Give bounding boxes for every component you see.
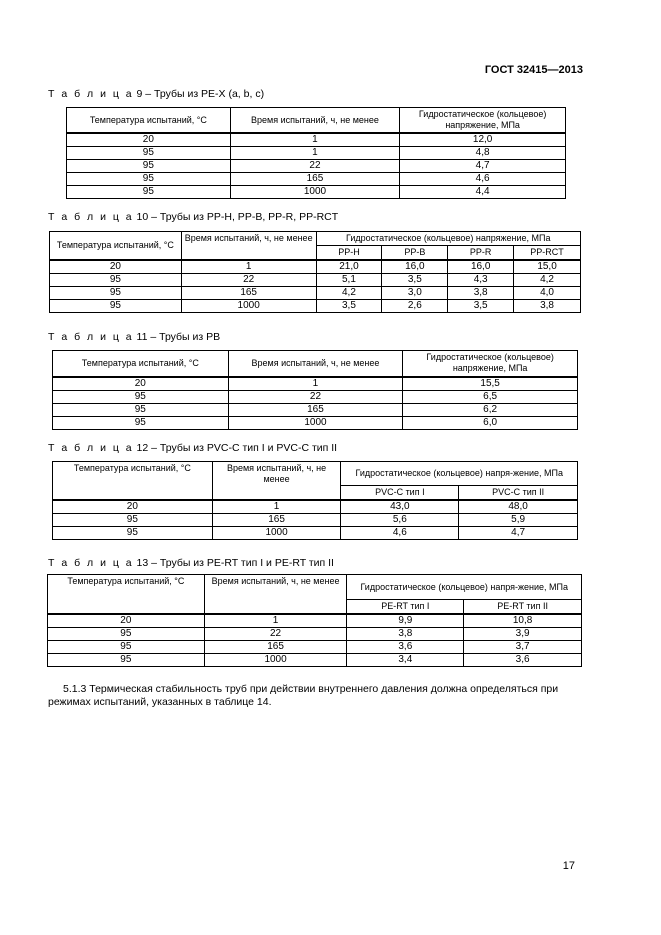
table-cell: 3,5 [382, 274, 448, 287]
table12-subheader-type2: PVC-C тип II [459, 486, 578, 501]
table9-caption-text: 9 – Трубы из PE-X (a, b, c) [136, 88, 265, 100]
table-cell: 20 [53, 377, 229, 391]
table-row [67, 173, 566, 186]
table11-caption [48, 331, 220, 343]
table11-caption-label: Т а б л и ц а [48, 331, 134, 343]
table-row [67, 133, 566, 147]
table-cell: 5,6 [341, 514, 459, 527]
table13-caption [48, 557, 334, 569]
table-cell: 6,0 [403, 416, 578, 429]
table13-caption-text: 13 – Трубы из PE-RT тип I и PE-RT тип II [136, 557, 334, 569]
table9-caption-label: Т а б л и ц а [48, 88, 134, 100]
table-row [67, 160, 566, 173]
table-cell: 16,0 [448, 260, 514, 274]
table-cell: 21,0 [316, 260, 382, 274]
table-cell: 95 [50, 287, 182, 300]
table-cell: 2,6 [382, 300, 448, 313]
table-cell: 95 [48, 654, 205, 667]
table12-header-temp: Температура испытаний, °С [53, 462, 213, 501]
table12-subheader-type1: PVC-C тип I [341, 486, 459, 501]
table-cell: 4,8 [400, 147, 566, 160]
table10-header-stress: Гидростатическое (кольцевое) напряжение, МПа [316, 232, 580, 246]
table-cell: 4,6 [341, 527, 459, 540]
table-row [53, 377, 578, 391]
table-cell: 95 [53, 403, 229, 416]
table9-header-stress: Гидростатическое (кольцевое) напряжение, МПа [400, 108, 566, 134]
body-paragraph: 5.1.3 Термическая стабильность труб при действии внутреннего давления должна определяться при режимах испытаний, указанных в таблице 14. [48, 683, 559, 708]
table-cell: 6,2 [403, 403, 578, 416]
table-cell: 95 [53, 527, 213, 540]
table-cell: 1 [204, 614, 347, 628]
table-cell: 48,0 [459, 500, 578, 514]
table-cell: 5,1 [316, 274, 382, 287]
table-cell: 1000 [230, 186, 400, 199]
table10-subheader-ppb: PP-B [382, 246, 448, 261]
table-cell: 3,8 [448, 287, 514, 300]
table13-header-temp: Температура испытаний, °С [48, 575, 205, 615]
table-cell: 3,4 [347, 654, 464, 667]
table12-caption [48, 442, 337, 454]
table-cell: 4,2 [514, 274, 581, 287]
table-cell: 9,9 [347, 614, 464, 628]
table-cell: 22 [204, 628, 347, 641]
table10 [49, 231, 581, 313]
table11-header-time: Время испытаний, ч, не менее [228, 351, 403, 377]
table-cell: 3,9 [464, 628, 582, 641]
table12-caption-text: 12 – Трубы из PVC-C тип I и PVC-C тип II [136, 442, 338, 454]
table-cell: 4,7 [400, 160, 566, 173]
table-cell: 22 [230, 160, 400, 173]
table-cell: 165 [204, 641, 347, 654]
table10-subheader-ppr: PP-R [448, 246, 514, 261]
table-cell: 3,0 [382, 287, 448, 300]
table-cell: 22 [181, 274, 316, 287]
table13 [47, 574, 582, 667]
table12-header-stress: Гидростатическое (кольцевое) напря-жение, МПа [341, 462, 578, 486]
table-cell: 95 [67, 186, 231, 199]
table-cell: 15,0 [514, 260, 581, 274]
table-cell: 1 [230, 133, 400, 147]
table-row [53, 500, 578, 514]
table-row [48, 628, 582, 641]
table-row [50, 274, 581, 287]
table-cell: 3,5 [448, 300, 514, 313]
table-cell: 4,3 [448, 274, 514, 287]
table13-header-time: Время испытаний, ч, не менее [204, 575, 347, 615]
table-cell: 95 [67, 160, 231, 173]
table12-caption-label: Т а б л и ц а [48, 442, 134, 454]
table-row [50, 287, 581, 300]
table-cell: 20 [53, 500, 213, 514]
table13-caption-label: Т а б л и ц а [48, 557, 134, 569]
page-number: 17 [562, 860, 575, 872]
table-cell: 6,5 [403, 390, 578, 403]
table-cell: 3,8 [514, 300, 581, 313]
table9-header-temp: Температура испытаний, °С [67, 108, 231, 134]
table-row [53, 527, 578, 540]
table-cell: 1 [230, 147, 400, 160]
table-cell: 4,7 [459, 527, 578, 540]
table9 [66, 107, 566, 199]
table-cell: 1000 [228, 416, 403, 429]
table-cell: 95 [53, 416, 229, 429]
table-cell: 95 [50, 274, 182, 287]
table-cell: 20 [67, 133, 231, 147]
table9-caption [48, 88, 264, 100]
table11 [52, 350, 578, 430]
table10-header-temp: Температура испытаний, °С [50, 232, 182, 261]
table-cell: 3,6 [464, 654, 582, 667]
table-cell: 22 [228, 390, 403, 403]
table-cell: 95 [67, 173, 231, 186]
table-cell: 95 [53, 390, 229, 403]
table-row [48, 614, 582, 628]
table10-header-time: Время испытаний, ч, не менее [181, 232, 316, 261]
table-cell: 95 [48, 641, 205, 654]
table-cell: 15,5 [403, 377, 578, 391]
table-row [50, 300, 581, 313]
table12 [52, 461, 578, 540]
table-cell: 165 [230, 173, 400, 186]
table-cell: 1000 [204, 654, 347, 667]
table-row [53, 416, 578, 429]
table-cell: 4,2 [316, 287, 382, 300]
table-cell: 1 [228, 377, 403, 391]
table-cell: 1000 [181, 300, 316, 313]
table-cell: 165 [181, 287, 316, 300]
table-cell: 3,6 [347, 641, 464, 654]
table-cell: 16,0 [382, 260, 448, 274]
table13-subheader-type1: PE-RT тип I [347, 600, 464, 615]
table12-header-time: Время испытаний, ч, не менее [212, 462, 341, 501]
table-row [53, 403, 578, 416]
table-cell: 20 [48, 614, 205, 628]
table-cell: 4,0 [514, 287, 581, 300]
table-row [48, 654, 582, 667]
table-cell: 1000 [212, 527, 341, 540]
table-cell: 165 [212, 514, 341, 527]
table-cell: 95 [53, 514, 213, 527]
table-cell: 5,9 [459, 514, 578, 527]
table-cell: 95 [50, 300, 182, 313]
table-cell: 165 [228, 403, 403, 416]
document-header: ГОСТ 32415—2013 [484, 64, 583, 76]
table11-header-temp: Температура испытаний, °С [53, 351, 229, 377]
table10-caption-text: 10 – Трубы из PP-H, PP-B, PP-R, PP-RCT [136, 211, 339, 223]
table9-header-time: Время испытаний, ч, не менее [230, 108, 400, 134]
table-row [53, 390, 578, 403]
table-row [67, 147, 566, 160]
table-cell: 1 [212, 500, 341, 514]
table10-subheader-pph: PP-H [316, 246, 382, 261]
table-cell: 3,8 [347, 628, 464, 641]
table13-header-stress: Гидростатическое (кольцевое) напря-жение, МПа [347, 575, 582, 600]
table-cell: 4,4 [400, 186, 566, 199]
table-cell: 3,7 [464, 641, 582, 654]
table13-subheader-type2: PE-RT тип II [464, 600, 582, 615]
table-cell: 1 [181, 260, 316, 274]
table11-header-stress: Гидростатическое (кольцевое) напряжение, МПа [403, 351, 578, 377]
table10-subheader-pprct: PP-RCT [514, 246, 581, 261]
table-row [50, 260, 581, 274]
table-cell: 95 [67, 147, 231, 160]
table10-caption [48, 211, 338, 223]
table-cell: 20 [50, 260, 182, 274]
table-row [48, 641, 582, 654]
table-cell: 95 [48, 628, 205, 641]
table-cell: 4,6 [400, 173, 566, 186]
table-row [53, 514, 578, 527]
table10-caption-label: Т а б л и ц а [48, 211, 134, 223]
table-cell: 43,0 [341, 500, 459, 514]
table-cell: 10,8 [464, 614, 582, 628]
table-row [67, 186, 566, 199]
table-cell: 3,5 [316, 300, 382, 313]
table11-caption-text: 11 – Трубы из РВ [136, 331, 221, 343]
table-cell: 12,0 [400, 133, 566, 147]
